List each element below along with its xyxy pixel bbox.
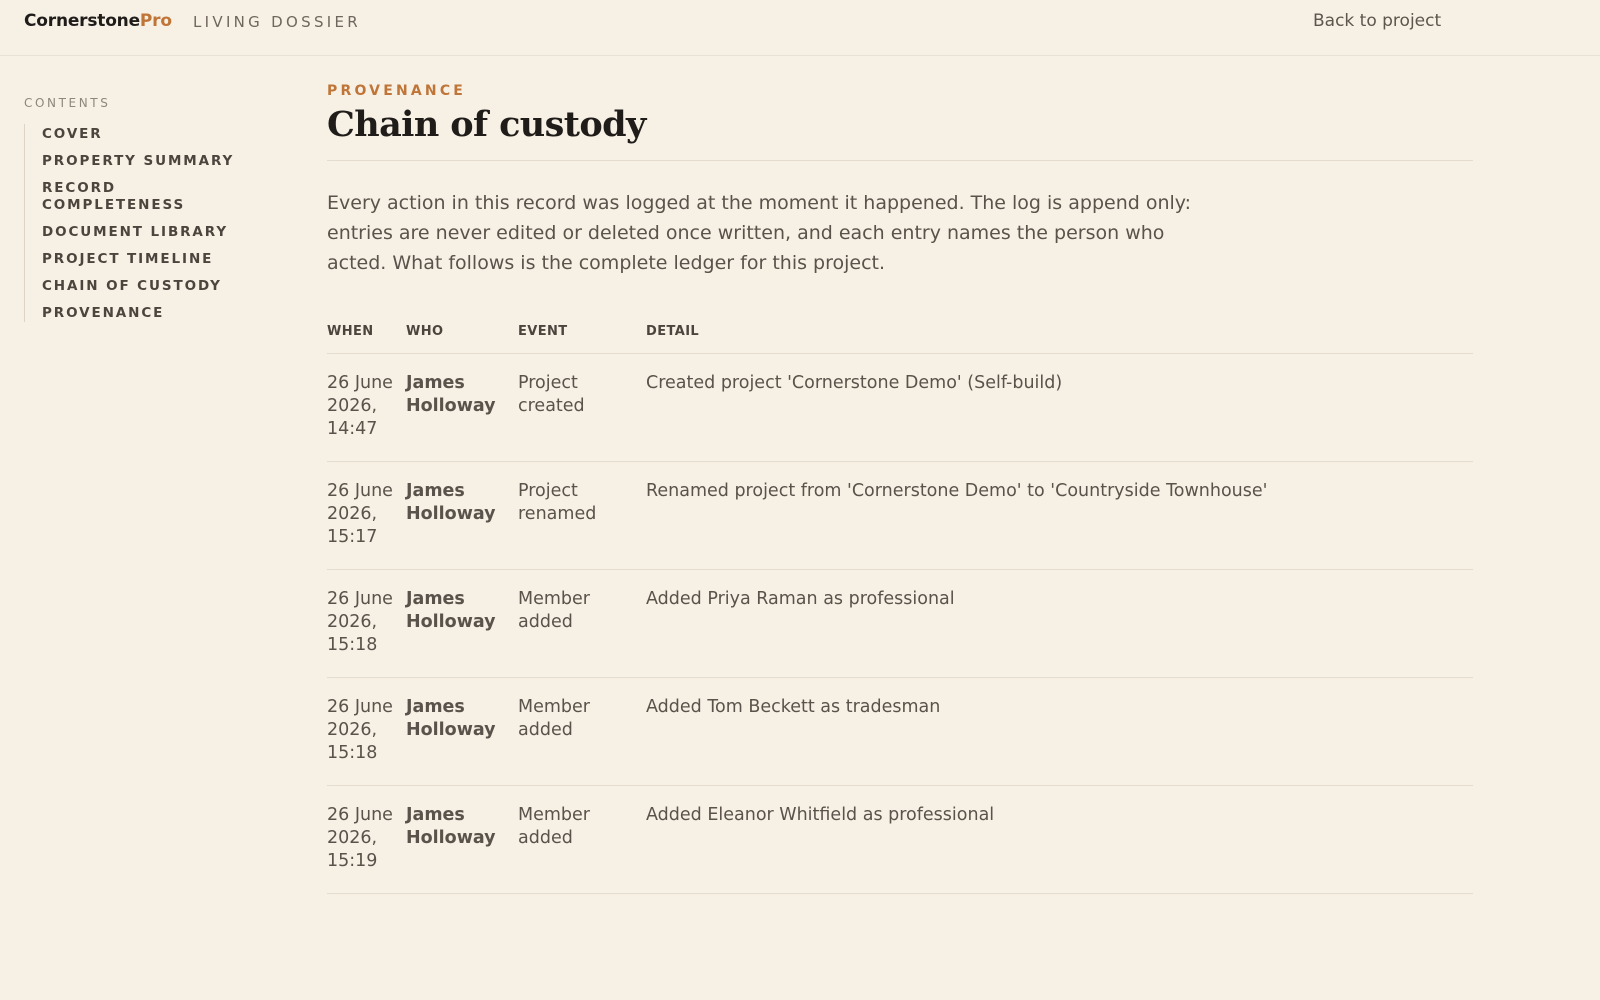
- back-to-project-link[interactable]: Back to project: [1313, 11, 1442, 31]
- table-row: [327, 678, 1473, 786]
- table-row: [327, 570, 1473, 678]
- cell-event: Member added: [518, 570, 646, 678]
- table-row: [327, 786, 1473, 894]
- toc-item-provenance[interactable]: PROVENANCE: [42, 305, 165, 321]
- brand-logo[interactable]: [24, 11, 172, 31]
- cell-when: 26 June 2026, 15:18: [327, 570, 406, 678]
- toc-item-cover[interactable]: COVER: [42, 126, 103, 142]
- cell-event: Member added: [518, 786, 646, 894]
- toc-item-document-library[interactable]: DOCUMENT LIBRARY: [42, 224, 229, 240]
- table-row: [327, 354, 1473, 462]
- cell-when: 26 June 2026, 15:17: [327, 462, 406, 570]
- toc-item-chain-of-custody[interactable]: CHAIN OF CUSTODY: [42, 278, 222, 294]
- cell-when: 26 June 2026, 15:18: [327, 678, 406, 786]
- cell-who: James Holloway: [406, 570, 518, 678]
- toc-item-record-completeness[interactable]: RECORD COMPLETENESS: [42, 180, 186, 213]
- cell-who: James Holloway: [406, 354, 518, 462]
- cell-who: James Holloway: [406, 462, 518, 570]
- cell-detail: Added Priya Raman as professional: [646, 570, 1473, 678]
- column-header-detail: DETAIL: [646, 324, 1473, 354]
- cell-when: 26 June 2026, 15:19: [327, 786, 406, 894]
- cell-event: Project created: [518, 354, 646, 462]
- cell-detail: Added Tom Beckett as tradesman: [646, 678, 1473, 786]
- cell-detail: Renamed project from 'Cornerstone Demo' to 'Countryside Townhouse': [646, 462, 1473, 570]
- table-row: [327, 462, 1473, 570]
- column-header-who: WHO: [406, 324, 518, 354]
- brand-suffix: Pro: [139, 11, 172, 31]
- cell-detail: Created project 'Cornerstone Demo' (Self-build): [646, 354, 1473, 462]
- table-header-row: [327, 324, 1473, 354]
- toc-item-property-summary[interactable]: PROPERTY SUMMARY: [42, 153, 235, 169]
- brand-name: Cornerstone: [24, 11, 140, 31]
- title-divider: [327, 160, 1473, 161]
- custody-ledger-table: [327, 324, 1473, 894]
- cell-detail: Added Eleanor Whitfield as professional: [646, 786, 1473, 894]
- section-label: LIVING DOSSIER: [193, 13, 362, 31]
- cell-event: Member added: [518, 678, 646, 786]
- main-content: [327, 83, 1473, 894]
- column-header-when: WHEN: [327, 324, 406, 354]
- table-of-contents: [24, 124, 274, 322]
- intro-paragraph: Every action in this record was logged at the moment it happened. The log is append only: entries are never edited or deleted once written, and each entry names the person who acted. What follows is the complete ledger for this project.: [327, 192, 1192, 274]
- contents-heading: CONTENTS: [24, 96, 111, 110]
- cell-who: James Holloway: [406, 786, 518, 894]
- cell-when: 26 June 2026, 14:47: [327, 354, 406, 462]
- top-bar: [0, 0, 1600, 56]
- page-title: Chain of custody: [327, 104, 646, 145]
- cell-who: James Holloway: [406, 678, 518, 786]
- column-header-event: EVENT: [518, 324, 646, 354]
- contents-sidebar: [24, 96, 274, 332]
- cell-event: Project renamed: [518, 462, 646, 570]
- section-eyebrow: PROVENANCE: [327, 83, 467, 99]
- toc-item-project-timeline[interactable]: PROJECT TIMELINE: [42, 251, 214, 267]
